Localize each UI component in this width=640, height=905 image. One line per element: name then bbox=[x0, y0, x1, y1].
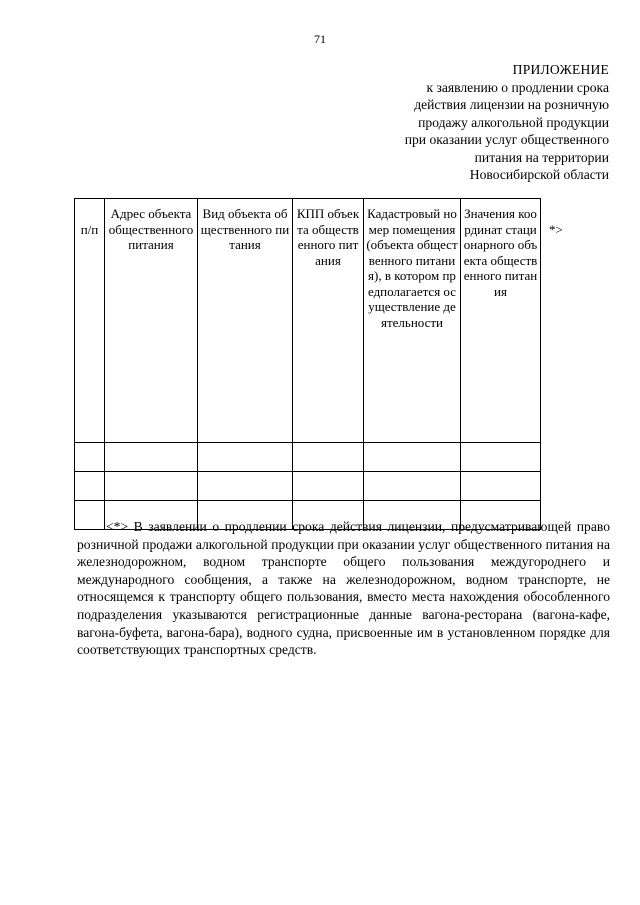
appendix-line: действия лицензии на розничную bbox=[414, 97, 609, 112]
appendix-line: продажу алкогольной продукции bbox=[418, 114, 609, 130]
header-cadastral-number: Кадастровый номер помещения (объекта общественного питания), в котором предполагается осуществление деятельности bbox=[364, 199, 461, 443]
appendix-line: питания на территории bbox=[474, 149, 609, 165]
appendix-title: ПРИЛОЖЕНИЕ bbox=[512, 62, 609, 77]
appendix-header bbox=[309, 61, 609, 184]
header-number: п/п bbox=[75, 199, 105, 443]
table-cell[interactable] bbox=[105, 472, 198, 501]
table-row bbox=[75, 443, 541, 472]
table-cell[interactable] bbox=[198, 443, 293, 472]
table-cell[interactable] bbox=[293, 472, 364, 501]
table-cell[interactable] bbox=[461, 443, 541, 472]
footnote bbox=[77, 518, 610, 659]
header-object-type: Вид объекта общественного питания bbox=[198, 199, 293, 443]
table-row bbox=[75, 472, 541, 501]
appendix-line: Новосибирской области bbox=[469, 167, 609, 182]
appendix-line: к заявлению о продлении срока bbox=[426, 79, 609, 95]
table-note-mark: *> bbox=[549, 222, 563, 237]
table-cell[interactable] bbox=[293, 443, 364, 472]
footnote-text: <*> В заявлении о продлении срока действия лицензии, предусматривающей право розничной продажи алкогольной продукции при оказании услуг общественного питания на железнодорожном, водном транспорте общего пользования междугороднего и международного сообщения, а также на железнодорожном, водном транспорте, не относящемся к транспорту общего пользования, вместо места нахождения обособленного подразделения указываются регистрационные данные вагона-ресторана (вагона-кафе, вагона-буфета, вагона-бара), водного судна, присвоенные им в установленном порядке для соответствующих транспортных средств. bbox=[77, 519, 610, 658]
table-cell[interactable] bbox=[105, 443, 198, 472]
table-cell[interactable] bbox=[364, 443, 461, 472]
table-header-row bbox=[75, 199, 541, 443]
page-number: 71 bbox=[314, 32, 326, 46]
header-kpp: КПП объекта общественного питания bbox=[293, 199, 364, 443]
header-coordinates: Значения координат стационарного объекта общественного питания bbox=[461, 199, 541, 443]
table-cell[interactable] bbox=[75, 443, 105, 472]
header-address: Адрес объекта общественного питания bbox=[105, 199, 198, 443]
table-cell[interactable] bbox=[198, 472, 293, 501]
table-cell[interactable] bbox=[364, 472, 461, 501]
table-cell[interactable] bbox=[75, 472, 105, 501]
table-cell[interactable] bbox=[461, 472, 541, 501]
appendix-line: при оказании услуг общественного bbox=[404, 132, 609, 147]
objects-table bbox=[74, 198, 541, 530]
